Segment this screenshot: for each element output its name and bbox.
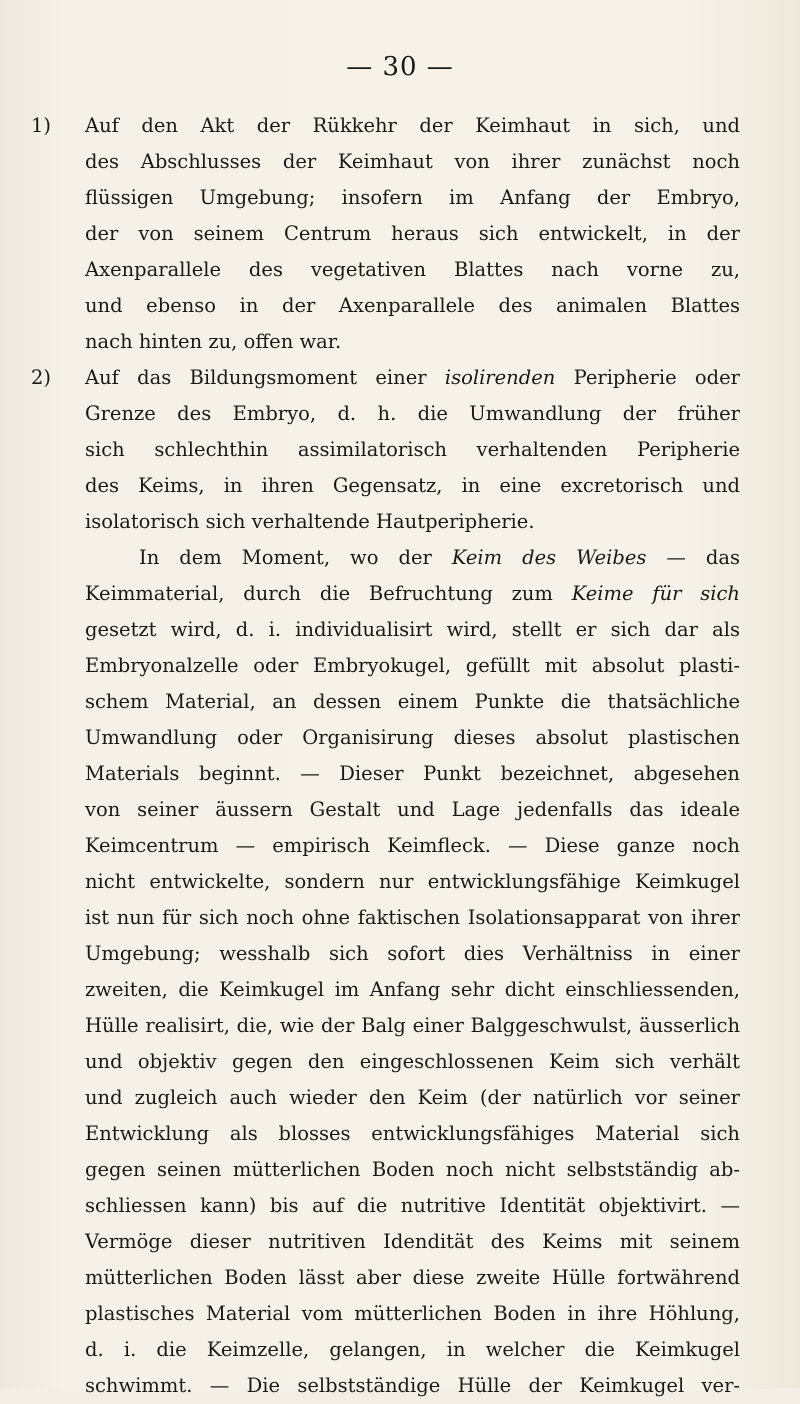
text-line: schliessen kann) bis auf die nutritive Identität objektivirt. —	[85, 1194, 740, 1217]
text-line: In dem Moment, wo der Keim des Weibes — das	[139, 546, 741, 569]
text-line: Keimcentrum — empirisch Keimfleck. — Diese ganze noch	[85, 834, 740, 857]
text-line: plastisches Material vom mütterlichen Boden in ihre Höhlung,	[85, 1302, 740, 1325]
text-line: mütterlichen Boden lässt aber diese zweite Hülle fortwährend	[85, 1266, 740, 1289]
text-line: der von seinem Centrum heraus sich entwickelt, in der	[85, 222, 740, 245]
text-line: und zugleich auch wieder den Keim (der natürlich vor seiner	[85, 1086, 740, 1109]
text-line: 1) Auf den Akt der Rükkehr der Keimhaut in sich, und	[85, 108, 740, 144]
text-line: Vermöge dieser nutritiven Idendität des Keims mit seinem	[85, 1230, 740, 1253]
page-number: — 30 —	[346, 52, 454, 82]
emphasis-text: Keime für sich	[571, 582, 740, 605]
text-line: schwimmt. — Die selbstständige Hülle der Keimkugel ver-	[85, 1374, 740, 1397]
item-number: 1)	[31, 114, 52, 137]
text-line: 2) Auf das Bildungsmoment einer isolirenden Peripherie oder	[85, 360, 740, 396]
text-line: flüssigen Umgebung; insofern im Anfang der Embryo,	[85, 186, 740, 209]
text-line: Materials beginnt. — Dieser Punkt bezeichnet, abgesehen	[85, 762, 740, 785]
text-line: und ebenso in der Axenparallele des animalen Blattes	[85, 294, 740, 317]
text-line: d. i. die Keimzelle, gelangen, in welcher die Keimkugel	[85, 1338, 740, 1361]
text-line: Hülle realisirt, die, wie der Balg einer Balggeschwulst, äusserlich	[85, 1014, 740, 1037]
text-line: Umwandlung oder Organisirung dieses absolut plastischen	[85, 726, 740, 749]
emphasis-text: Keim des Weibes	[451, 546, 647, 569]
list-item-2	[31, 360, 740, 540]
text-line: nach hinten zu, offen war.	[85, 330, 342, 353]
list-item-1	[31, 108, 740, 360]
item-number: 2)	[31, 366, 52, 389]
text-line: des Keims, in ihren Gegensatz, in eine excretorisch und	[85, 474, 740, 497]
text-line: Umgebung; wesshalb sich sofort dies Verhältniss in einer	[85, 942, 740, 965]
paragraph	[85, 540, 740, 1404]
text-line: Embryonalzelle oder Embryokugel, gefüllt mit absolut plasti-	[85, 654, 740, 677]
text-line: zweiten, die Keimkugel im Anfang sehr dicht einschliessenden,	[85, 978, 740, 1001]
text-line: sich schlechthin assimilatorisch verhaltenden Peripherie	[85, 438, 740, 461]
text-line: gesetzt wird, d. i. individualisirt wird, stellt er sich dar als	[85, 618, 740, 641]
text-line: Grenze des Embryo, d. h. die Umwandlung der früher	[85, 402, 740, 425]
text-line: Axenparallele des vegetativen Blattes nach vorne zu,	[85, 258, 740, 281]
text-line: Keimmaterial, durch die Befruchtung zum Keime für sich	[85, 582, 740, 605]
emphasis-text: isolirenden	[444, 366, 556, 389]
text-line: und objektiv gegen den eingeschlossenen Keim sich verhält	[85, 1050, 740, 1073]
page-text	[31, 108, 741, 1404]
text-line: gegen seinen mütterlichen Boden noch nicht selbstständig ab-	[85, 1158, 740, 1181]
text-line: nicht entwickelte, sondern nur entwicklungsfähige Keimkugel	[85, 870, 740, 893]
text-line: von seiner äussern Gestalt und Lage jedenfalls das ideale	[85, 798, 740, 821]
text-line: ist nun für sich noch ohne faktischen Isolationsapparat von ihrer	[85, 906, 740, 929]
text-line: schem Material, an dessen einem Punkte die thatsächliche	[85, 690, 740, 713]
text-line: isolatorisch sich verhaltende Hautperipherie.	[85, 510, 535, 533]
text-line: des Abschlusses der Keimhaut von ihrer zunächst noch	[85, 150, 740, 173]
text-line: Entwicklung als blosses entwicklungsfähiges Material sich	[85, 1122, 740, 1145]
